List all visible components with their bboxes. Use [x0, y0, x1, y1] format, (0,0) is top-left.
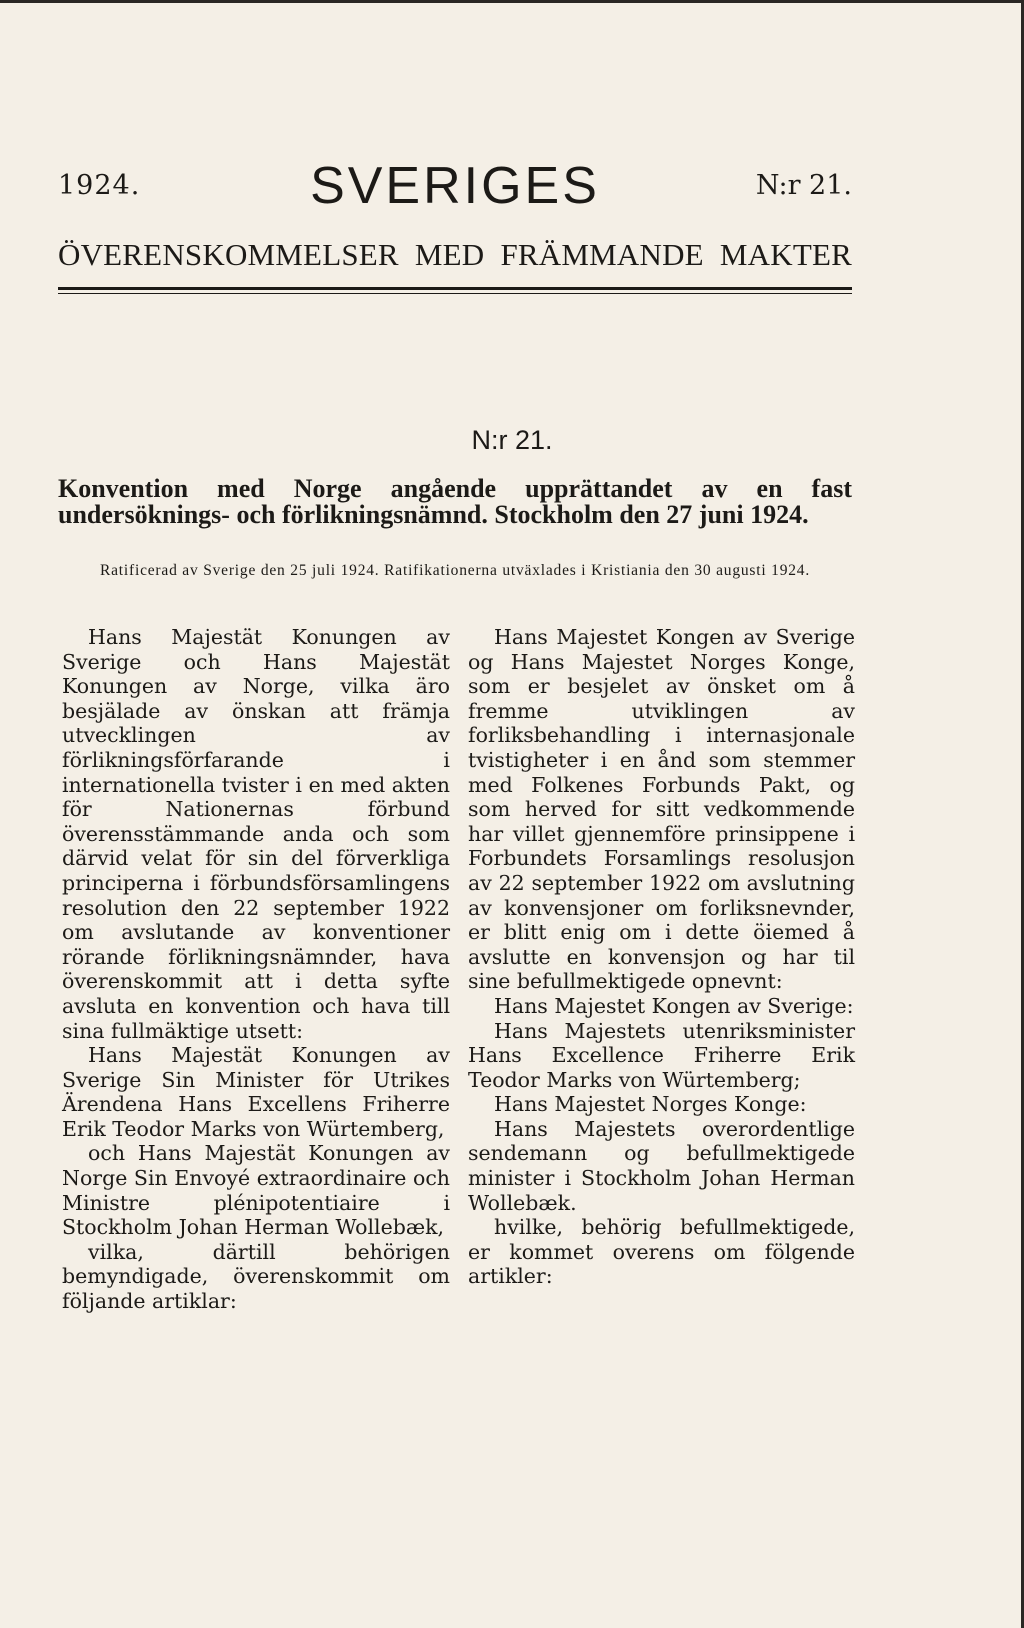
- swedish-paragraph: Hans Majestät Konungen av Sverige och Hans Majestät Konungen av Norge, vilka äro besjälade av önskan att främja utvecklingen av förlikningsförfarande i internationella tvister i en med akten för Nationernas förbund överensstämmande anda och som därvid velat för sin del förverkliga principerna i förbundsförsamlingens resolution den 22 september 1922 om avslutande av konventioner rörande förlikningsnämnder, hava överenskommit att i detta syfte avsluta en konvention och hava till sina fullmäktige utsett:: [62, 625, 450, 1043]
- norwegian-column: [468, 625, 855, 1289]
- norwegian-paragraph: Hans Majestets overordentlige sendemann og befullmektigede minister i Stockholm Johan Herman Wollebæk.: [468, 1116, 855, 1215]
- header-year: 1924.: [58, 170, 141, 201]
- norwegian-paragraph: Hans Majestet Kongen av Sverige:: [494, 993, 854, 1018]
- header-subtitle: ÖVERENSKOMMELSER MED FRÄMMANDE MAKTER: [58, 237, 852, 272]
- swedish-paragraph: Hans Majestät Konungen av Sverige Sin Minister för Utrikes Ärendena Hans Excellens Friherre Erik Teodor Marks von Würtemberg,: [62, 1043, 450, 1141]
- swedish-paragraph: vilka, därtill behörigen bemyndigade, överenskommit om följande artiklar:: [62, 1239, 450, 1314]
- header-rule-thick: [58, 287, 852, 290]
- document-number: N:r 21.: [471, 425, 553, 455]
- ratification-note: Ratificerad av Sverige den 25 juli 1924. Ratifikationerna utväxlades i Kristiania den 30 augusti 1924.: [99, 562, 811, 579]
- treaty-title: Konvention med Norge angående upprättandet av en fast undersöknings- och förlikningsnämnd. Stockholm den 27 juni 1924.: [58, 474, 852, 529]
- norwegian-paragraph: hvilke, behörig befullmektigede, er kommet overens om fölgende artikler:: [468, 1215, 855, 1289]
- header-number: N:r 21.: [755, 170, 852, 201]
- header-title: SVERIGES: [310, 157, 600, 215]
- norwegian-paragraph: Hans Majestet Kongen av Sverige og Hans Majestet Norges Konge, som er besjelet av önsket om å fremme utviklingen av forliksbehandling i internasjonale tvistigheter i en ånd som stemmer med Folkenes Forbunds Pakt, og som herved for sitt vedkommende har villet gjennemföre prinsippene i Forbundets Forsamlings resolusjon av 22 september 1922 om avslutning av konvensjoner om forliksnevnder, er blitt enig om i dette öiemed å avslutte en konvensjon og har til sine befullmektigede opnevnt:: [468, 625, 855, 994]
- norwegian-paragraph: Hans Majestet Norges Konge:: [494, 1092, 807, 1117]
- norwegian-paragraph: Hans Majestets utenriksminister Hans Excellence Friherre Erik Teodor Marks von Würtemberg;: [468, 1018, 855, 1092]
- scan-edge-top: [0, 0, 1024, 3]
- swedish-column: [62, 625, 450, 1314]
- swedish-paragraph: och Hans Majestät Konungen av Norge Sin Envoyé extraordinaire och Ministre plénipotentiaire i Stockholm Johan Herman Wollebæk,: [62, 1141, 450, 1240]
- header-rule-thin: [58, 293, 852, 294]
- running-header: [58, 157, 852, 216]
